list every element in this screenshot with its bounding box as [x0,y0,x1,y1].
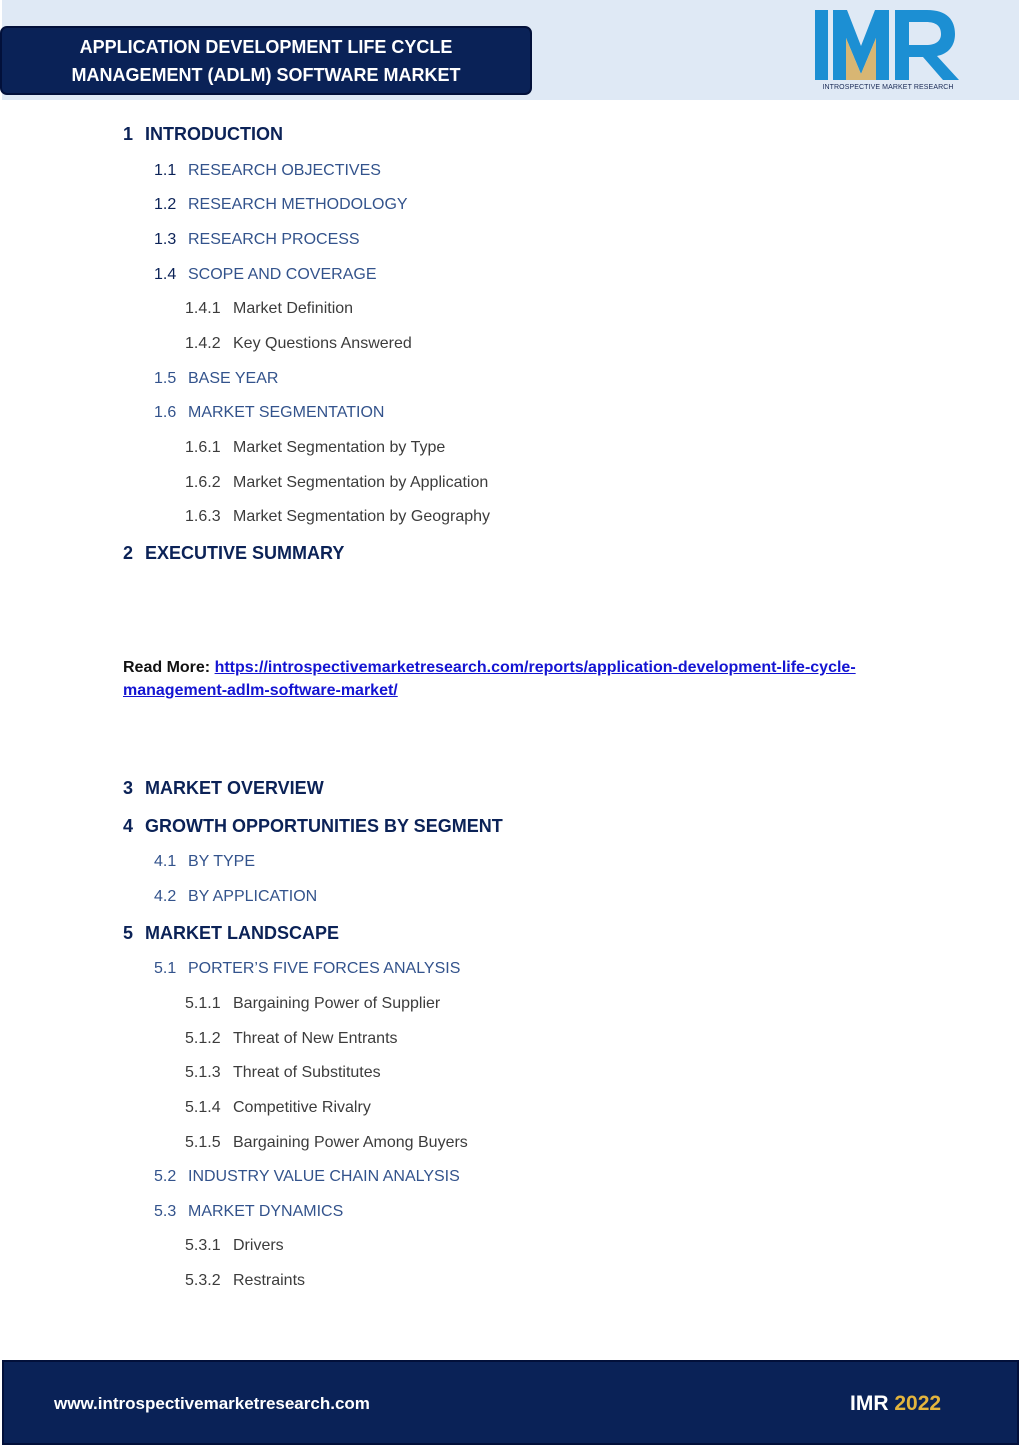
toc-entry-number: 5.1.4 [185,1099,221,1116]
report-title-box [0,26,532,95]
toc-entry-number: 5.3.1 [185,1237,221,1254]
imr-logo-mark [813,8,963,84]
toc-entry [154,888,317,906]
toc-entry-number: 1.6.1 [185,439,221,456]
toc-entry-number: 1.4.1 [185,300,221,317]
toc-entry-label: Bargaining Power Among Buyers [233,1134,468,1151]
footer-brand [850,1392,941,1416]
toc-entry [185,300,353,318]
toc-entry-label: Bargaining Power of Supplier [233,995,441,1012]
toc-entry-number: 4.2 [154,888,177,905]
toc-entry-label: INTRODUCTION [145,124,283,144]
toc-entry-label: Competitive Rivalry [233,1099,371,1116]
toc-entry-label: Market Segmentation by Application [233,474,489,491]
report-title-line-1: APPLICATION DEVELOPMENT LIFE CYCLE [79,36,453,57]
toc-entry-label: RESEARCH OBJECTIVES [188,162,381,179]
toc-entry [154,853,255,871]
toc-entry-label: Drivers [233,1237,284,1254]
toc-entry-number: 1.2 [154,196,177,213]
toc-entry [123,124,283,145]
toc-entry-number: 1.1 [154,162,177,179]
toc-entry [185,1064,381,1082]
toc-entry-number: 3 [123,778,134,798]
toc-entry [123,543,344,564]
toc-entry-number: 5.2 [154,1168,177,1185]
toc-entry-number: 5.3 [154,1203,177,1220]
toc-entry-number: 1.6.3 [185,508,221,525]
toc-entry-label: MARKET LANDSCAPE [145,923,340,943]
toc-entry [185,1134,468,1152]
toc-entry [154,960,460,978]
toc-entry-label: PORTER’S FIVE FORCES ANALYSIS [188,960,461,977]
toc-entry [185,995,440,1013]
toc-entry-label: Restraints [233,1272,306,1289]
toc-entry-number: 1.4 [154,266,177,283]
toc-entry-label: BASE YEAR [188,370,279,387]
toc-entry-number: 5.1.3 [185,1064,221,1081]
toc-entry-number: 5 [123,923,134,943]
toc-entry-number: 5.1 [154,960,177,977]
toc-entry [123,923,339,944]
toc-entry-label: BY APPLICATION [188,888,318,905]
toc-entry [185,335,412,353]
toc-entry [154,162,381,180]
toc-entry-number: 5.3.2 [185,1272,221,1289]
toc-entry-label: BY TYPE [188,853,255,870]
toc-entry-label: RESEARCH METHODOLOGY [188,196,408,213]
read-more [123,656,883,702]
toc-entry [185,439,445,457]
toc-entry-label: MARKET SEGMENTATION [188,404,385,421]
toc-entry [154,231,360,249]
imr-logo [813,8,963,96]
toc-entry-label: INDUSTRY VALUE CHAIN ANALYSIS [188,1168,460,1185]
footer [2,1360,1019,1445]
toc-entry-label: Threat of Substitutes [233,1064,381,1081]
toc-entry [154,1203,343,1221]
report-title-line-2: MANAGEMENT (ADLM) SOFTWARE MARKET [71,64,461,85]
toc-entry [123,816,503,837]
toc-entry [154,266,377,284]
toc-entry [185,474,488,492]
logo-caption: INTROSPECTIVE MARKET RESEARCH [822,84,954,91]
read-more-link[interactable]: https://introspectivemarketresearch.com/reports/application-development-life-cycle-management-adlm-software-market/ [123,659,856,699]
toc-entry-label: Market Segmentation by Geography [233,508,491,525]
toc-entry-number: 1.4.2 [185,335,221,352]
toc-entry [185,1030,398,1048]
read-more-label: Read More: [123,659,211,676]
toc-entry [154,196,408,214]
toc-entry-number: 1.6.2 [185,474,221,491]
toc-entry-label: MARKET OVERVIEW [145,778,324,798]
toc-entry-label: MARKET DYNAMICS [188,1203,344,1220]
toc-entry-number: 1 [123,124,134,144]
footer-brand-name: IMR [850,1392,889,1415]
toc-entry-label: RESEARCH PROCESS [188,231,360,248]
toc-entry-number: 1.3 [154,231,177,248]
toc-entry-label: Threat of New Entrants [233,1030,398,1047]
toc-entry-label: Key Questions Answered [233,335,412,352]
toc-entry-number: 5.1.5 [185,1134,221,1151]
toc-entry [185,1272,305,1290]
toc-entry-label: GROWTH OPPORTUNITIES BY SEGMENT [145,816,503,836]
footer-year: 2022 [894,1392,942,1415]
toc-entry [185,1099,371,1117]
toc-entry-number: 5.1.2 [185,1030,221,1047]
toc-entry-label: EXECUTIVE SUMMARY [145,543,345,563]
toc-entry-number: 2 [123,543,134,563]
toc-entry [185,1237,284,1255]
toc-entry [154,1168,460,1186]
toc-entry-label: SCOPE AND COVERAGE [188,266,377,283]
toc-entry [123,778,324,799]
toc-entry-label: Market Segmentation by Type [233,439,446,456]
toc-entry [154,370,278,388]
footer-website: www.introspectivemarketresearch.com [54,1394,370,1413]
toc-entry-number: 1.5 [154,370,177,387]
toc-entry-number: 1.6 [154,404,177,421]
toc-entry-label: Market Definition [233,300,354,317]
toc-entry-number: 5.1.1 [185,995,221,1012]
toc-entry [185,508,490,526]
toc-entry [154,404,384,422]
toc-entry-number: 4.1 [154,853,177,870]
toc-entry-number: 4 [123,816,134,836]
